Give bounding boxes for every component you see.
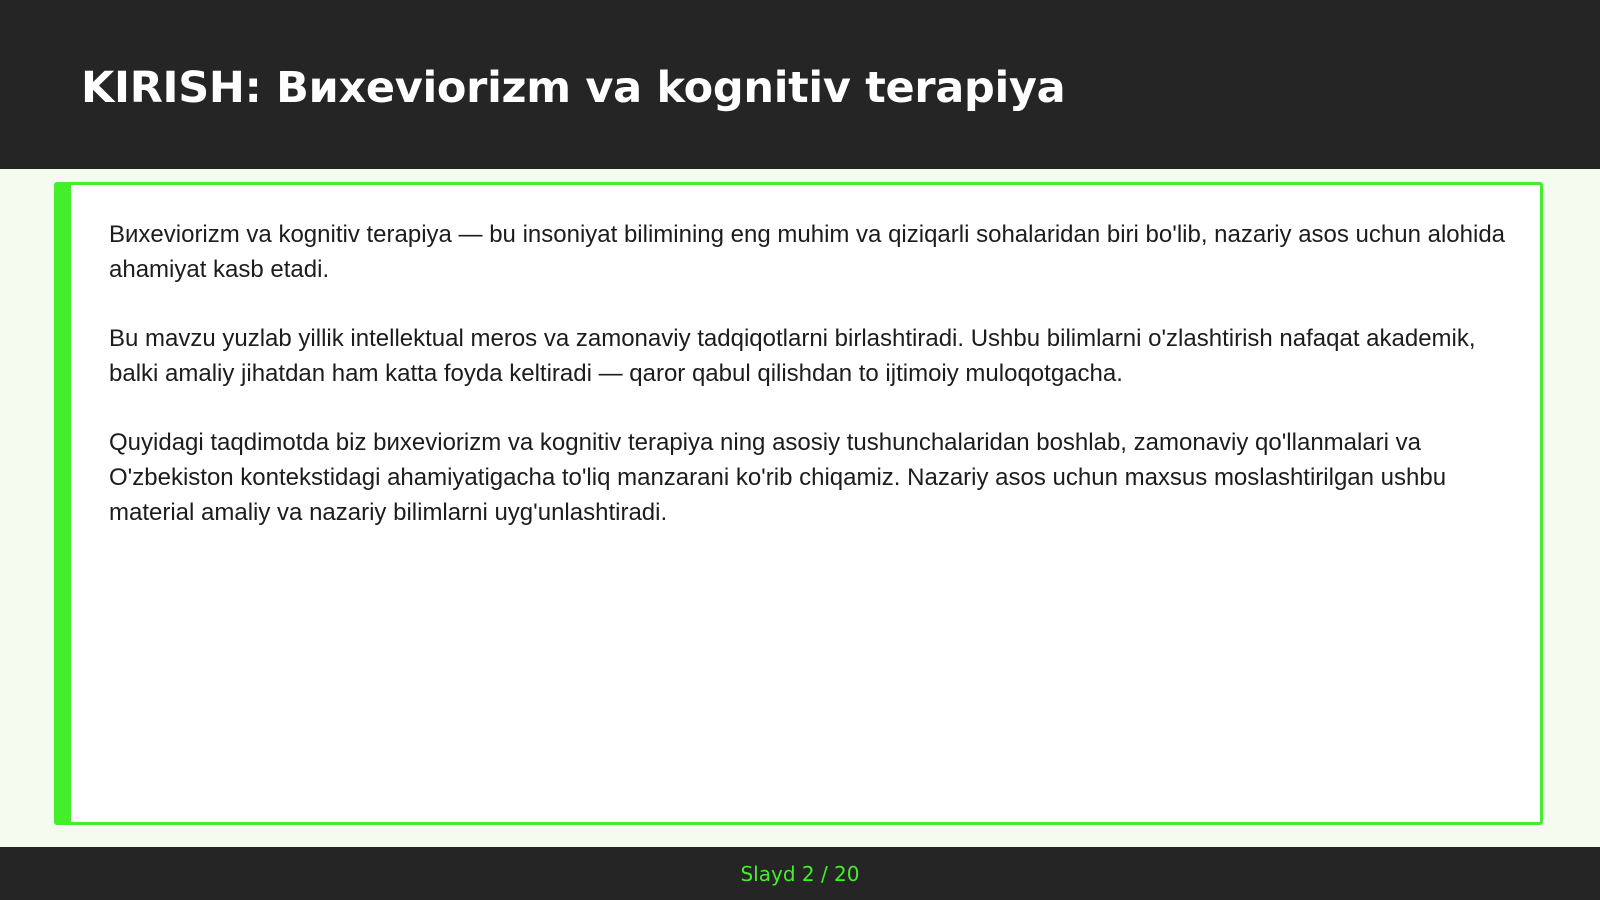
content-card [54,182,1543,825]
intro-paragraph-3: Quyidagi taqdimotda biz bиxeviorizm va kognitiv terapiya ning asosiy tushunchalaridan boshlab, zamonaviy qo'llanmalari va O'zbekiston kontekstidagi ahamiyatigacha to'liq manzarani ko'rib chiqamiz. Nazariy asos uchun maxsus moslashtirilgan ushbu material amaliy va nazariy bilimlarni uyg'unlashtiradi. [109,429,1447,526]
slide-footer [0,847,1600,900]
slide-counter: Slayd 2 / 20 [740,862,860,886]
slide-title: KIRISH: Bиxeviorizm va kognitiv terapiya [81,63,1066,113]
intro-paragraph-1: Bиxeviorizm va kognitiv terapiya — bu insoniyat bilimining eng muhim va qiziqarli sohalaridan biri bo'lib, nazariy asos uchun alohida ahamiyat kasb etadi. [109,221,1506,283]
slide-header [0,0,1600,169]
intro-paragraph-2: Bu mavzu yuzlab yillik intellektual meros va zamonaviy tadqiqotlarni birlashtiradi. Ushbu bilimlarni o'zlashtirish nafaqat akademik, balki amaliy jihatdan ham katta foyda keltiradi — qaror qabul qilishdan to ijtimoiy muloqotgacha. [109,325,1476,387]
